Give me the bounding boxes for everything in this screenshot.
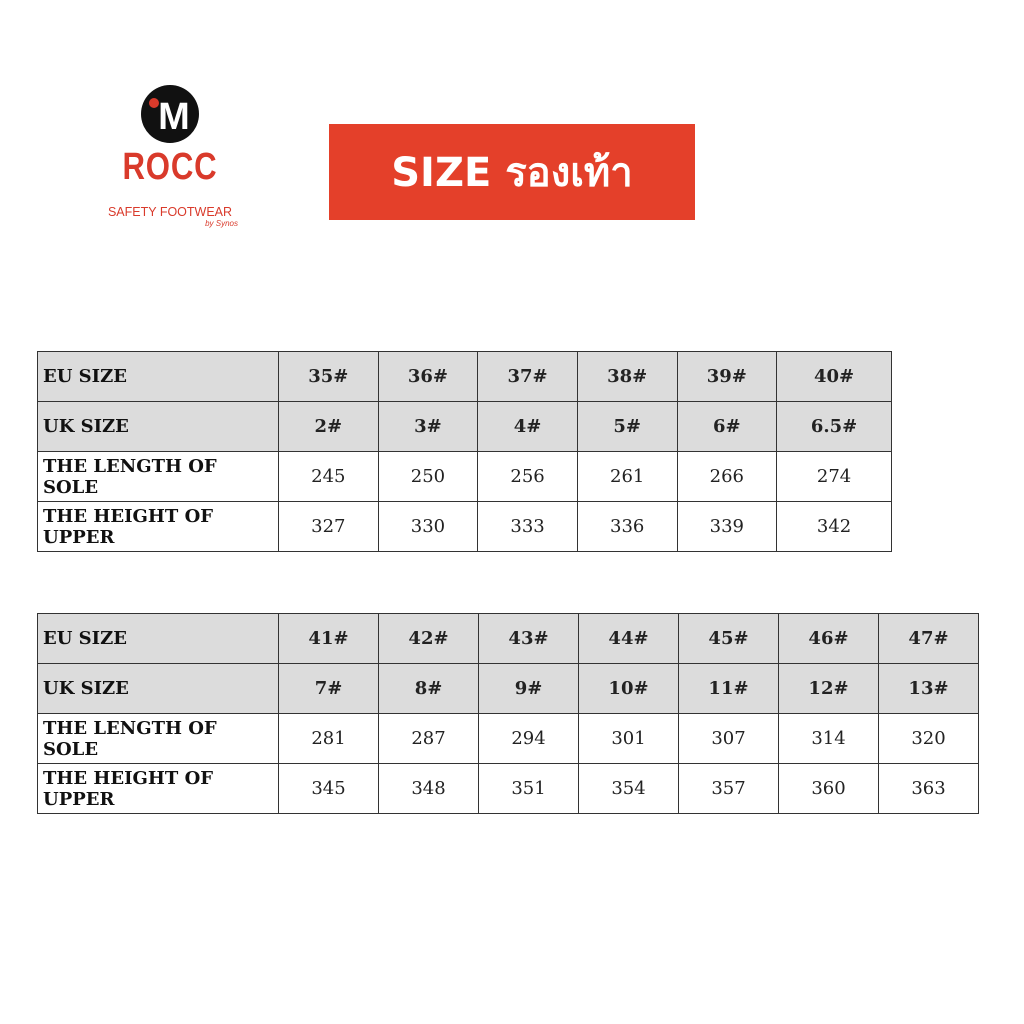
size-cell: 38#	[577, 352, 677, 402]
size-cell: 342	[777, 502, 892, 552]
size-banner: SIZE รองเท้า	[329, 124, 695, 220]
table-row	[38, 614, 979, 664]
size-cell: 245	[279, 452, 379, 502]
row-label: EU SIZE	[38, 614, 279, 664]
size-cell: 287	[379, 714, 479, 764]
size-cell: 9#	[479, 664, 579, 714]
row-label: THE LENGTH OF SOLE	[38, 452, 279, 502]
size-cell: 13#	[879, 664, 979, 714]
size-cell: 363	[879, 764, 979, 814]
size-cell: 3#	[378, 402, 478, 452]
size-cell: 301	[579, 714, 679, 764]
size-cell: 40#	[777, 352, 892, 402]
table-row	[38, 664, 979, 714]
size-table-small	[37, 351, 892, 552]
size-cell: 348	[379, 764, 479, 814]
size-cell: 274	[777, 452, 892, 502]
size-cell: 10#	[579, 664, 679, 714]
row-label: EU SIZE	[38, 352, 279, 402]
row-label: UK SIZE	[38, 402, 279, 452]
size-cell: 46#	[779, 614, 879, 664]
table-row	[38, 402, 892, 452]
size-cell: 360	[779, 764, 879, 814]
size-cell: 44#	[579, 614, 679, 664]
size-cell: 351	[479, 764, 579, 814]
size-cell: 11#	[679, 664, 779, 714]
size-cell: 354	[579, 764, 679, 814]
size-cell: 8#	[379, 664, 479, 714]
size-cell: 250	[378, 452, 478, 502]
size-cell: 345	[279, 764, 379, 814]
brand-logo	[100, 84, 240, 234]
size-cell: 7#	[279, 664, 379, 714]
svg-text:M: M	[158, 96, 190, 138]
size-cell: 6#	[677, 402, 777, 452]
size-cell: 47#	[879, 614, 979, 664]
row-label: THE LENGTH OF SOLE	[38, 714, 279, 764]
size-cell: 39#	[677, 352, 777, 402]
table-row	[38, 764, 979, 814]
rocc-m-logo-icon	[135, 84, 205, 144]
size-cell: 307	[679, 714, 779, 764]
table-row	[38, 452, 892, 502]
size-cell: 45#	[679, 614, 779, 664]
size-cell: 281	[279, 714, 379, 764]
size-cell: 4#	[478, 402, 578, 452]
brand-byline: by Synos	[205, 219, 238, 228]
size-cell: 6.5#	[777, 402, 892, 452]
size-cell: 266	[677, 452, 777, 502]
size-cell: 36#	[378, 352, 478, 402]
size-cell: 256	[478, 452, 578, 502]
brand-tagline: SAFETY FOOTWEAR	[107, 205, 233, 219]
size-table-large	[37, 613, 979, 814]
size-cell: 294	[479, 714, 579, 764]
size-cell: 12#	[779, 664, 879, 714]
size-cell: 41#	[279, 614, 379, 664]
size-cell: 333	[478, 502, 578, 552]
size-cell: 37#	[478, 352, 578, 402]
size-cell: 330	[378, 502, 478, 552]
size-cell: 42#	[379, 614, 479, 664]
size-cell: 320	[879, 714, 979, 764]
size-cell: 327	[279, 502, 379, 552]
size-cell: 261	[577, 452, 677, 502]
size-cell: 314	[779, 714, 879, 764]
size-cell: 35#	[279, 352, 379, 402]
size-cell: 5#	[577, 402, 677, 452]
row-label: UK SIZE	[38, 664, 279, 714]
brand-name: ROCC	[122, 146, 218, 188]
size-cell: 357	[679, 764, 779, 814]
table-row	[38, 352, 892, 402]
table-row	[38, 714, 979, 764]
row-label: THE HEIGHT OF UPPER	[38, 764, 279, 814]
size-cell: 339	[677, 502, 777, 552]
row-label: THE HEIGHT OF UPPER	[38, 502, 279, 552]
size-cell: 2#	[279, 402, 379, 452]
size-cell: 336	[577, 502, 677, 552]
size-cell: 43#	[479, 614, 579, 664]
table-row	[38, 502, 892, 552]
